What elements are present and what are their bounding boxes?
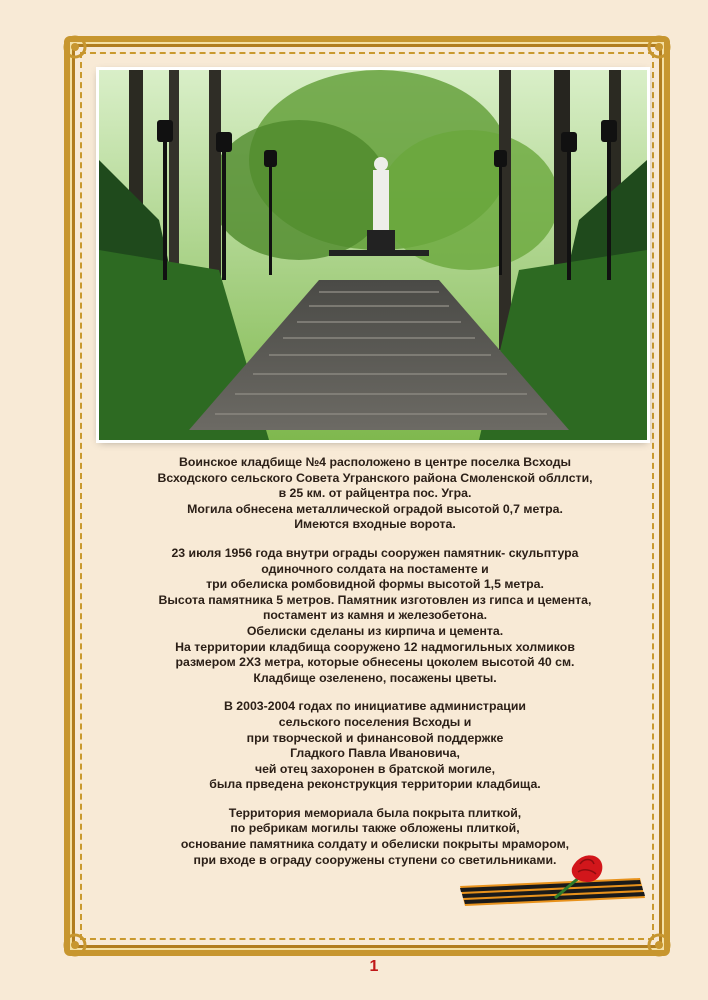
text-line: Кладбище озеленено, посажены цветы. — [253, 670, 497, 685]
text-line: постамент из камня и железобетона. — [263, 608, 487, 623]
st-george-ribbon-icon — [460, 878, 645, 906]
frame-corner-ornament — [60, 930, 90, 960]
text-line: Имеются входные ворота. — [294, 517, 456, 532]
text-line: сельского поселения Всходы и — [278, 714, 472, 729]
text-line: Могила обнесена металлической оградой высотой 0,7 метра. — [187, 501, 563, 516]
text-line: Территория мемориала была покрыта плиткой, — [228, 805, 522, 820]
text-line: чей отец захоронен в братской могиле, — [254, 761, 496, 776]
text-line: три обелиска ромбовидной формы высотой 1,5 метра. — [206, 577, 544, 592]
text-line: Обелиски сделаны из кирпича и цемента. — [246, 623, 504, 638]
memorial-description — [110, 455, 640, 881]
frame-corner-ornament — [60, 32, 90, 62]
page-number: 1 — [369, 958, 379, 975]
text-line: при входе в ограду сооружены ступени со светильниками. — [193, 852, 557, 867]
text-line: В 2003-2004 годах по инициативе администрации — [223, 699, 526, 714]
paragraph — [110, 546, 640, 686]
text-line: Всходского сельского Совета Угранского района Смоленской обллсти, — [157, 470, 593, 485]
st-george-ribbon-with-carnation — [460, 848, 650, 918]
text-line: 23 июля 1956 года внутри ограды сооружен памятник- скульптура — [171, 545, 579, 560]
frame-corner-ornament — [644, 930, 674, 960]
text-line: по ребрикам могилы также обложены плиткой, — [230, 821, 520, 836]
text-line: На территории кладбища сооружено 12 надмогильных холмиков — [175, 639, 575, 654]
text-line: при творческой и финансовой поддержке — [246, 730, 504, 745]
text-line: в 25 км. от райцентра пос. Угра. — [278, 486, 472, 501]
memorial-stairs-photo — [99, 70, 647, 440]
paragraph — [110, 699, 640, 793]
text-line: Гладкого Павла Ивановича, — [290, 746, 460, 761]
text-line: одиночного солдата на постаменте и — [261, 561, 489, 576]
text-line: основание памятника солдату и обелиски покрыты мрамором, — [180, 837, 570, 852]
text-line: Воинское кладбище №4 расположено в центре поселка Всходы — [178, 455, 572, 469]
text-line: была прведена реконструкция территории кладбища. — [209, 777, 541, 792]
frame-corner-ornament — [644, 32, 674, 62]
paragraph — [110, 455, 640, 533]
text-line: Высота памятника 5 метров. Памятник изготовлен из гипса и цемента, — [158, 592, 592, 607]
text-line: размером 2Х3 метра, которые обнесены цоколем высотой 40 см. — [175, 655, 575, 670]
